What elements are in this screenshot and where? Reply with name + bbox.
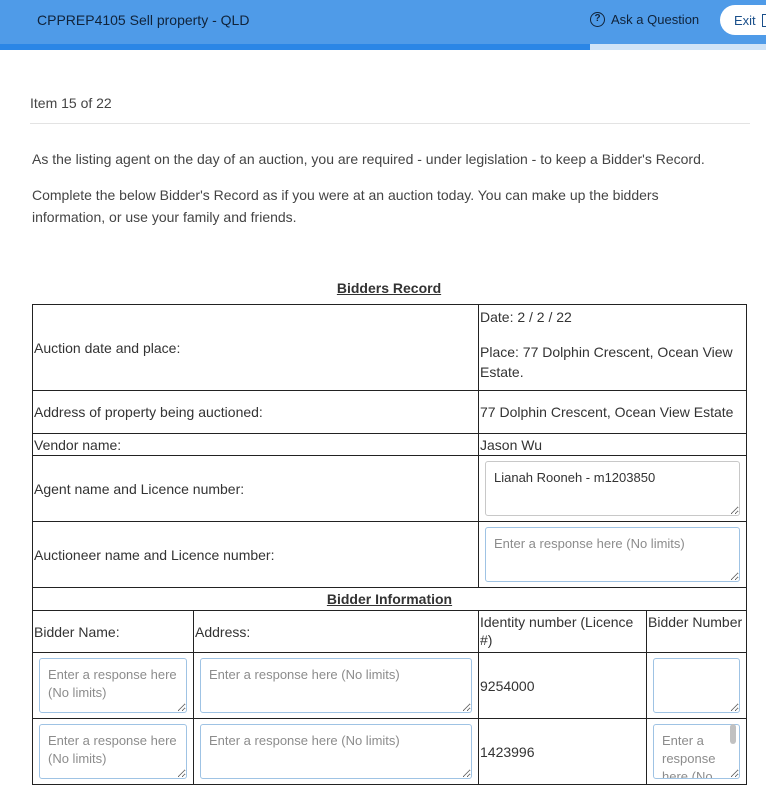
agent-cell [479, 456, 747, 522]
column-header-identity: Identity number (Licence #) [479, 611, 647, 653]
bidder-address-input[interactable] [200, 724, 472, 779]
bidder-name-input[interactable] [39, 724, 187, 779]
ask-question-button[interactable] [590, 12, 699, 27]
bidder-number-input[interactable] [653, 658, 740, 713]
bidder-number-cell [647, 719, 747, 785]
progress-bar [0, 44, 766, 50]
table-row [33, 305, 747, 391]
table-row [33, 522, 747, 588]
vendor-value: Jason Wu [479, 434, 747, 456]
address-value: 77 Dolphin Crescent, Ocean View Estate [479, 391, 747, 434]
agent-label: Agent name and Licence number: [33, 456, 479, 522]
bidder-identity: 9254000 [479, 653, 647, 719]
table-row [33, 391, 747, 434]
table-row [33, 434, 747, 456]
bidder-number-cell [647, 653, 747, 719]
bidder-name-cell [33, 653, 194, 719]
bidder-identity: 1423996 [479, 719, 647, 785]
question-circle-icon: ? [590, 12, 605, 27]
scrollbar-thumb[interactable] [730, 724, 736, 744]
auction-label: Auction date and place: [33, 305, 479, 391]
column-header-address: Address: [194, 611, 479, 653]
auctioneer-input[interactable] [485, 527, 740, 582]
divider [30, 123, 750, 124]
bidders-record-title: Bidders Record [336, 280, 442, 296]
agent-input[interactable] [485, 461, 740, 516]
column-header-bidder-number: Bidder Number [647, 611, 747, 653]
course-title: CPPREP4105 Sell property - QLD [37, 12, 250, 28]
bidder-header-row [33, 611, 747, 653]
bidder-address-cell [194, 719, 479, 785]
auctioneer-cell [479, 522, 747, 588]
auction-date: Date: 2 / 2 / 22 [480, 309, 572, 325]
bidder-information-title: Bidder Information [33, 588, 747, 611]
progress-fill [0, 44, 590, 50]
auction-value [479, 305, 747, 391]
bidder-row [33, 653, 747, 719]
bidder-address-cell [194, 653, 479, 719]
bidder-name-cell [33, 719, 194, 785]
instruction-paragraph-2: Complete the below Bidder's Record as if you were at an auction today. You can make up the bidders information, or use your family and friends. [32, 187, 659, 225]
column-header-bidder-name: Bidder Name: [33, 611, 194, 653]
ask-question-label: Ask a Question [611, 12, 700, 27]
table-row [33, 588, 747, 611]
exit-icon [762, 14, 766, 27]
top-bar [0, 0, 766, 44]
auctioneer-label: Auctioneer name and Licence number: [33, 522, 479, 588]
item-counter: Item 15 of 22 [30, 95, 112, 111]
vendor-label: Vendor name: [33, 434, 479, 456]
table-row [33, 456, 747, 522]
bidder-number-input[interactable] [653, 724, 740, 779]
auction-place: Place: 77 Dolphin Crescent, Ocean View Estate. [480, 344, 733, 380]
instruction-paragraph-1: As the listing agent on the day of an auction, you are required - under legislation - to keep a Bidder's Record. [32, 151, 705, 167]
bidder-name-input[interactable] [39, 658, 187, 713]
exit-button[interactable] [720, 5, 766, 35]
bidder-row [33, 719, 747, 785]
address-label: Address of property being auctioned: [33, 391, 479, 434]
exit-label: Exit [734, 12, 756, 28]
bidder-address-input[interactable] [200, 658, 472, 713]
bidders-record-table [32, 304, 747, 785]
